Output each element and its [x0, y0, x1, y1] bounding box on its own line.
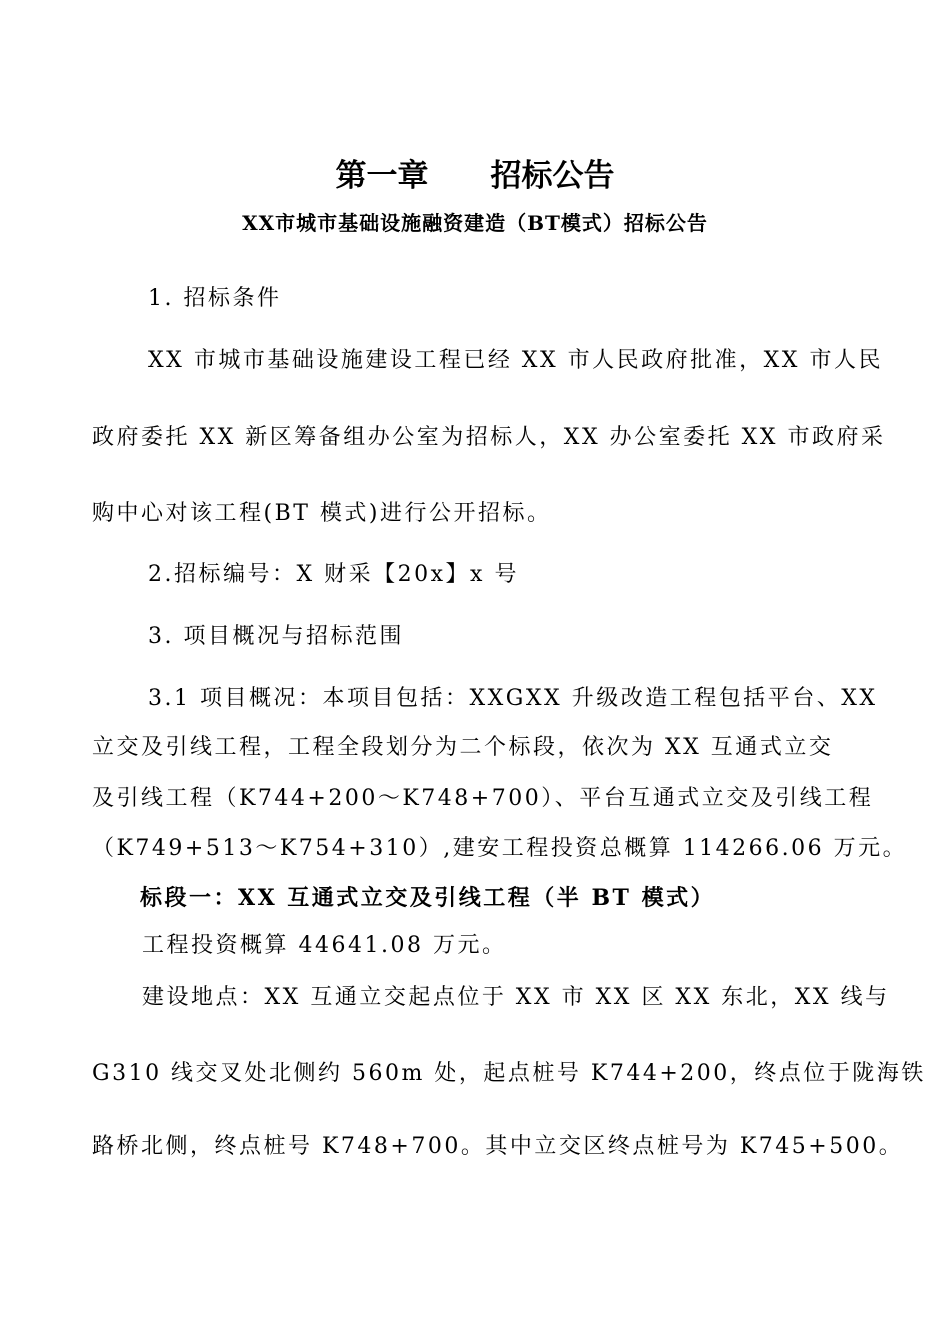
chapter-number: 第一章 — [335, 158, 429, 194]
section-3-heading: 3. 项目概况与招标范围 — [148, 624, 404, 649]
chapter-name: 招标公告 — [490, 158, 615, 194]
document-subtitle: XX市城市基础设施融资建造（BT模式）招标公告 — [242, 211, 708, 235]
paragraph-line: 工程投资概算 44641.08 万元。 — [142, 933, 507, 958]
paragraph-line: 立交及引线工程，工程全段划分为二个标段，依次为 XX 互通式立交 — [92, 735, 834, 760]
section-1-heading: 1. 招标条件 — [148, 286, 282, 311]
paragraph-line: （K749+513～K754+310）,建安工程投资总概算 114266.06 万元。 — [92, 836, 908, 861]
paragraph-line: XX 市城市基础设施建设工程已经 XX 市人民政府批准，XX 市人民 — [148, 348, 883, 373]
section-2-heading: 2.招标编号：X 财采【20x】x 号 — [148, 562, 519, 587]
lot-1-heading: 标段一：XX 互通式立交及引线工程（半 BT 模式） — [140, 885, 716, 911]
paragraph-line: 路桥北侧，终点桩号 K748+700。其中立交区终点桩号为 K745+500。 — [92, 1134, 904, 1159]
paragraph-line: 建设地点：XX 互通立交起点位于 XX 市 XX 区 XX 东北，XX 线与 — [142, 985, 890, 1010]
paragraph-line: G310 线交叉处北侧约 560m 处，起点桩号 K744+200，终点位于陇海铁 — [92, 1061, 926, 1086]
paragraph-line: 3.1 项目概况：本项目包括：XXGXX 升级改造工程包括平台、XX — [148, 686, 878, 711]
paragraph-line: 及引线工程（K744+200～K748+700）、平台互通式立交及引线工程 — [92, 786, 874, 811]
paragraph-line: 购中心对该工程(BT 模式)进行公开招标。 — [92, 501, 552, 526]
paragraph-line: 政府委托 XX 新区筹备组办公室为招标人，XX 办公室委托 XX 市政府采 — [92, 425, 886, 450]
chapter-title — [0, 156, 950, 196]
